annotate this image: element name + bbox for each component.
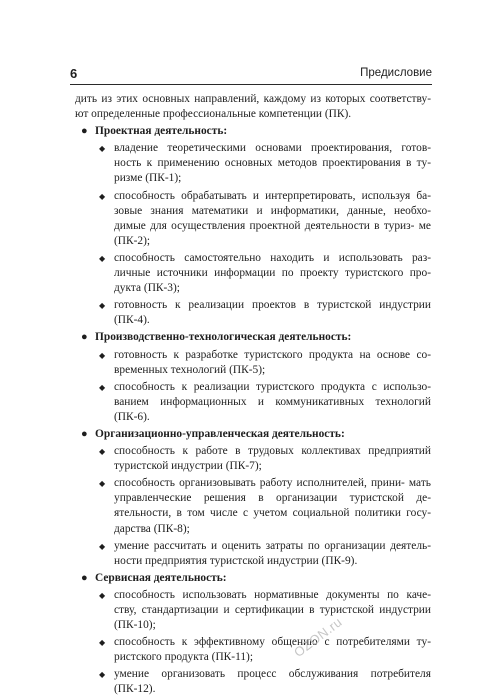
diamond-bullet-icon: ◆	[99, 253, 106, 263]
competency-list	[95, 348, 431, 425]
list-item	[95, 298, 431, 328]
page-body	[75, 92, 431, 700]
watermark: OZON.ru	[290, 614, 345, 660]
list-item-text: способность использовать нормативные документы по каче- ству, стандартизации и сертификации в туристской индустрии (ПК-10);	[114, 588, 431, 632]
section	[75, 427, 431, 569]
section	[75, 571, 431, 698]
list-item-text: готовность к реализации проектов в туристской индустрии (ПК-4).	[114, 299, 431, 327]
competency-sections	[75, 124, 431, 697]
diamond-bullet-icon: ◆	[99, 479, 106, 489]
competency-list	[95, 444, 431, 569]
page-header	[70, 66, 432, 85]
list-item-text: умение организовать процесс обслуживания потребителя (ПК-12).	[114, 668, 431, 696]
list-item	[95, 444, 431, 474]
section-title: Организационно-управленческая деятельность:	[95, 427, 345, 440]
diamond-bullet-icon: ◆	[99, 191, 106, 201]
list-item-text: готовность к разработке туристского продукта на основе со- временных технологий (ПК-5);	[114, 348, 431, 376]
diamond-bullet-icon: ◆	[99, 301, 106, 311]
diamond-bullet-icon: ◆	[99, 541, 106, 551]
diamond-bullet-icon: ◆	[99, 670, 106, 680]
section-title: Проектная деятельность:	[95, 125, 228, 138]
round-bullet-icon: ●	[81, 125, 88, 138]
list-item	[95, 667, 431, 697]
list-item-text: способность к работе в трудовых коллективах предприятий туристской индустрии (ПК-7);	[114, 445, 431, 473]
round-bullet-icon: ●	[81, 427, 88, 440]
section	[75, 124, 431, 328]
list-item	[95, 588, 431, 633]
list-item-text: способность организовывать работу исполнителей, прини- мать управленческие решения в организации туристской де- ятельности, в том числе с учетом социальной политики госу- дарства (ПК-8);	[114, 477, 431, 535]
competency-list	[95, 141, 431, 328]
section-title: Производственно-технологическая деятельность:	[95, 331, 352, 344]
list-item-text: способность самостоятельно находить и использовать раз- личные источники информации по проекту туристского про- дукта (ПК-3);	[114, 251, 431, 295]
diamond-bullet-icon: ◆	[99, 447, 106, 457]
list-item	[95, 476, 431, 536]
running-head: Предисловие	[360, 67, 432, 79]
diamond-bullet-icon: ◆	[99, 590, 106, 600]
list-item	[95, 251, 431, 296]
section-title: Сервисная деятельность:	[95, 571, 227, 584]
list-item-text: владение теоретическими основами проектирования, готов- ность к применению основных методов проектирования в ту- ризме (ПК-1);	[114, 142, 431, 185]
diamond-bullet-icon: ◆	[99, 350, 106, 360]
page-number: 6	[70, 66, 78, 81]
list-item-text: способность к эффективному общению с потребителями ту- ристского продукта (ПК-11);	[114, 636, 431, 664]
list-item	[95, 635, 431, 665]
list-item	[95, 141, 431, 186]
list-item-text: способность к реализации туристского продукта с использо- ванием информационных и коммуникативных технологий (ПК-6).	[114, 380, 431, 423]
list-item	[95, 348, 431, 378]
round-bullet-icon: ●	[81, 331, 88, 344]
round-bullet-icon: ●	[81, 571, 88, 584]
section	[75, 330, 431, 425]
diamond-bullet-icon: ◆	[99, 144, 106, 154]
list-item	[95, 380, 431, 425]
competency-list	[95, 588, 431, 698]
diamond-bullet-icon: ◆	[99, 638, 106, 648]
list-item-text: способность обрабатывать и интерпретировать, используя ба- зовые знания математики и информатики, данные, необхо- димые для осуществления проектной деятельности в туриз- ме (ПК-2);	[114, 189, 431, 247]
list-item	[95, 189, 431, 249]
list-item	[95, 539, 431, 569]
diamond-bullet-icon: ◆	[99, 382, 106, 392]
list-item-text: умение рассчитать и оценить затраты по организации деятель- ности предприятия туристской индустрии (ПК-9).	[114, 539, 431, 567]
intro-paragraph: дить из этих основных направлений, каждому из которых соответству- ют определенные профессиональные компетенции (ПК).	[75, 93, 431, 121]
